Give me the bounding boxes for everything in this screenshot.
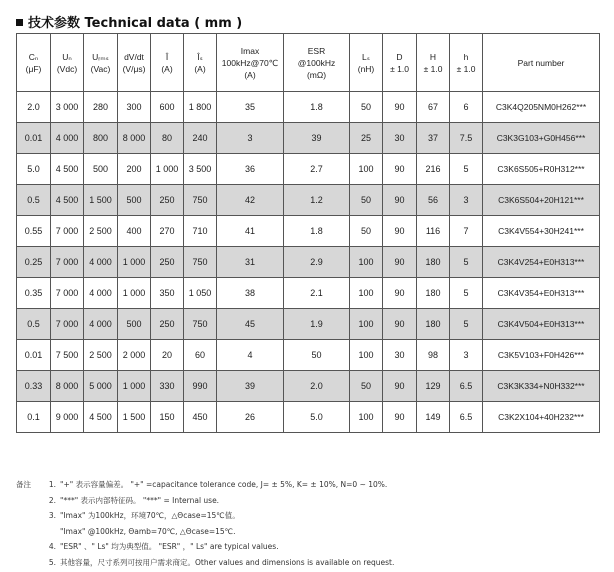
column-header-line: @100kHz xyxy=(297,57,336,68)
note-number: 5. xyxy=(48,557,56,567)
part-number-cell: C3K6S504+20H121*** xyxy=(483,185,600,216)
column-header-line: Îₛ xyxy=(197,51,203,62)
part-number-cell: C3K6S505+R0H312*** xyxy=(483,154,600,185)
table-cell: 30 xyxy=(383,123,417,154)
note-item xyxy=(16,524,394,540)
table-cell: 250 xyxy=(151,247,184,278)
table-cell: 129 xyxy=(417,371,450,402)
table-cell: 90 xyxy=(383,247,417,278)
column-header-line: Cₙ xyxy=(28,51,39,62)
column-header-line: (μF) xyxy=(25,63,42,74)
table-cell: 300 xyxy=(118,92,151,123)
column-header-line: 100kHz@70℃ xyxy=(221,57,279,68)
note-item xyxy=(16,477,394,493)
column-header-line: (A) xyxy=(194,63,206,74)
table-cell: 150 xyxy=(151,402,184,433)
table-cell: 250 xyxy=(151,185,184,216)
table-cell: 38 xyxy=(217,278,284,309)
table-cell: 2 000 xyxy=(118,340,151,371)
table-cell: 3 000 xyxy=(51,92,84,123)
table-row xyxy=(17,247,600,278)
column-header xyxy=(483,34,600,92)
table-cell: 7.5 xyxy=(450,123,483,154)
note-number: 1. xyxy=(48,480,56,489)
note-text: "***" 表示内部特征码。 "***" = Internal use. xyxy=(60,495,220,505)
column-header-line: (mΩ) xyxy=(306,69,327,80)
notes-label: 备注 xyxy=(16,480,31,489)
table-cell: 1 050 xyxy=(184,278,217,309)
table-cell: 80 xyxy=(151,123,184,154)
part-number-cell: C3K4V554+30H241*** xyxy=(483,216,600,247)
table-cell: 750 xyxy=(184,247,217,278)
table-cell: 31 xyxy=(217,247,284,278)
table-cell: 20 xyxy=(151,340,184,371)
table-cell: 4 000 xyxy=(84,247,118,278)
table-cell: 750 xyxy=(184,185,217,216)
column-header xyxy=(417,34,450,92)
table-cell: 0.01 xyxy=(17,340,51,371)
part-number-cell: C3K3G103+G0H456*** xyxy=(483,123,600,154)
table-cell: 3 xyxy=(217,123,284,154)
table-cell: 4 000 xyxy=(51,123,84,154)
table-cell: 56 xyxy=(417,185,450,216)
table-cell: 100 xyxy=(350,278,383,309)
table-cell: 0.25 xyxy=(17,247,51,278)
column-header xyxy=(118,34,151,92)
table-cell: 4 500 xyxy=(51,154,84,185)
note-text: "ESR" 、" Ls" 均为典型值。 "ESR" ，" Ls" are typical values. xyxy=(60,542,279,551)
note-text: 其他容量，尺寸系列可按用户需求商定。Other values and dimensions is available on request. xyxy=(60,557,395,567)
table-cell: 67 xyxy=(417,92,450,123)
table-cell: 500 xyxy=(118,309,151,340)
table-cell: 2.9 xyxy=(284,247,350,278)
table-cell: 1.8 xyxy=(284,92,350,123)
table-cell: 1 800 xyxy=(184,92,217,123)
table-cell: 3 xyxy=(450,340,483,371)
table-cell: 1 000 xyxy=(118,247,151,278)
table-cell: 0.1 xyxy=(17,402,51,433)
section-title xyxy=(16,12,242,31)
table-cell: 5 000 xyxy=(84,371,118,402)
table-header-row xyxy=(17,34,600,92)
table-cell: 4 500 xyxy=(51,185,84,216)
table-cell: 90 xyxy=(383,154,417,185)
table-cell: 2.0 xyxy=(17,92,51,123)
table-cell: 216 xyxy=(417,154,450,185)
note-number: 2. xyxy=(48,495,56,505)
column-header-line: ± 1.0 xyxy=(456,63,476,74)
part-number-cell: C3K4V354+E0H313*** xyxy=(483,278,600,309)
part-number-cell: C3K4V504+E0H313*** xyxy=(483,309,600,340)
table-cell: 1.9 xyxy=(284,309,350,340)
table-row xyxy=(17,154,600,185)
table-cell: 250 xyxy=(151,309,184,340)
table-cell: 600 xyxy=(151,92,184,123)
table-cell: 37 xyxy=(417,123,450,154)
table-cell: 39 xyxy=(217,371,284,402)
table-cell: 7 xyxy=(450,216,483,247)
table-cell: 2.0 xyxy=(284,371,350,402)
column-header-line: Part number xyxy=(517,57,565,68)
table-cell: 3 500 xyxy=(184,154,217,185)
table-cell: 100 xyxy=(350,154,383,185)
table-cell: 30 xyxy=(383,340,417,371)
table-cell: 4 000 xyxy=(84,309,118,340)
table-cell: 200 xyxy=(118,154,151,185)
table-cell: 8 000 xyxy=(51,371,84,402)
table-cell: 90 xyxy=(383,309,417,340)
table-cell: 90 xyxy=(383,278,417,309)
note-item xyxy=(16,539,394,555)
column-header-line: (A) xyxy=(244,69,256,80)
table-cell: 0.33 xyxy=(17,371,51,402)
note-number xyxy=(42,524,60,540)
table-cell: 1 000 xyxy=(151,154,184,185)
table-cell: 1.2 xyxy=(284,185,350,216)
table-cell: 500 xyxy=(84,154,118,185)
column-header-line: D xyxy=(396,51,403,62)
table-cell: 5 xyxy=(450,309,483,340)
table-cell: 116 xyxy=(417,216,450,247)
table-cell: 330 xyxy=(151,371,184,402)
notes-label xyxy=(16,539,42,555)
column-header-line: Uₙ xyxy=(62,51,72,62)
table-cell: 5 xyxy=(450,154,483,185)
table-cell: 7 000 xyxy=(51,309,84,340)
table-cell: 5.0 xyxy=(284,402,350,433)
table-cell: 35 xyxy=(217,92,284,123)
column-header-line: ± 1.0 xyxy=(423,63,443,74)
column-header xyxy=(84,34,118,92)
table-row xyxy=(17,92,600,123)
note-number: 4. xyxy=(48,542,56,551)
column-header-line: (Vdc) xyxy=(56,63,78,74)
table-cell: 1 000 xyxy=(118,278,151,309)
section-title-text: 技术参数 Technical data ( mm ) xyxy=(28,16,243,31)
table-cell: 7 000 xyxy=(51,278,84,309)
table-cell: 50 xyxy=(350,185,383,216)
table-cell: 2 500 xyxy=(84,340,118,371)
table-cell: 90 xyxy=(383,185,417,216)
table-cell: 45 xyxy=(217,309,284,340)
table-cell: 0.01 xyxy=(17,123,51,154)
table-cell: 9 000 xyxy=(51,402,84,433)
part-number-cell: C3K3K334+N0H332*** xyxy=(483,371,600,402)
table-cell: 0.5 xyxy=(17,185,51,216)
column-header-line: (A) xyxy=(161,63,173,74)
table-cell: 270 xyxy=(151,216,184,247)
table-cell: 41 xyxy=(217,216,284,247)
table-cell: 400 xyxy=(118,216,151,247)
column-header xyxy=(151,34,184,92)
table-cell: 50 xyxy=(284,340,350,371)
table-cell: 90 xyxy=(383,216,417,247)
column-header-line: (Vac) xyxy=(90,63,111,74)
column-header xyxy=(350,34,383,92)
table-cell: 500 xyxy=(118,185,151,216)
table-cell: 990 xyxy=(184,371,217,402)
column-header xyxy=(51,34,84,92)
column-header xyxy=(383,34,417,92)
table-cell: 180 xyxy=(417,309,450,340)
table-cell: 50 xyxy=(350,92,383,123)
table-cell: 4 xyxy=(217,340,284,371)
table-cell: 0.35 xyxy=(17,278,51,309)
table-cell: 1.8 xyxy=(284,216,350,247)
bullet-square-icon xyxy=(16,19,23,26)
column-header xyxy=(184,34,217,92)
column-header-line: Î xyxy=(165,51,169,62)
note-item xyxy=(16,493,394,509)
column-header-line: ± 1.0 xyxy=(390,63,409,74)
table-row xyxy=(17,371,600,402)
table-cell: 0.5 xyxy=(17,309,51,340)
technical-data-table xyxy=(16,33,600,433)
table-cell: 25 xyxy=(350,123,383,154)
column-header-line: (V/μs) xyxy=(122,63,146,74)
column-header-line: ESR xyxy=(307,45,326,56)
notes-label xyxy=(16,555,42,571)
table-cell: 750 xyxy=(184,309,217,340)
column-header-line: Imax xyxy=(240,45,260,56)
table-cell: 3 xyxy=(450,185,483,216)
table-cell: 6 xyxy=(450,92,483,123)
table-cell: 5 xyxy=(450,247,483,278)
notes-label xyxy=(16,524,42,540)
table-cell: 180 xyxy=(417,278,450,309)
part-number-cell: C3K4Q205NM0H262*** xyxy=(483,92,600,123)
table-cell: 42 xyxy=(217,185,284,216)
table-cell: 39 xyxy=(284,123,350,154)
table-cell: 90 xyxy=(383,92,417,123)
table-cell: 2.7 xyxy=(284,154,350,185)
table-row xyxy=(17,185,600,216)
table-cell: 50 xyxy=(350,216,383,247)
note-text: "Imax" @100kHz, Θamb=70℃, △Θcase=15℃. xyxy=(60,526,236,536)
table-cell: 280 xyxy=(84,92,118,123)
table-row xyxy=(17,216,600,247)
table-cell: 4 500 xyxy=(84,402,118,433)
table-cell: 98 xyxy=(417,340,450,371)
column-header-line: (nH) xyxy=(357,63,375,74)
table-row xyxy=(17,402,600,433)
table-cell: 100 xyxy=(350,247,383,278)
note-item xyxy=(16,555,394,571)
table-cell: 100 xyxy=(350,309,383,340)
notes-section xyxy=(16,477,394,570)
note-number: 3. xyxy=(48,511,56,520)
table-cell: 5 xyxy=(450,278,483,309)
table-cell: 50 xyxy=(350,371,383,402)
table-row xyxy=(17,309,600,340)
table-cell: 90 xyxy=(383,371,417,402)
table-cell: 180 xyxy=(417,247,450,278)
table-row xyxy=(17,340,600,371)
table-row xyxy=(17,123,600,154)
table-cell: 60 xyxy=(184,340,217,371)
table-cell: 8 000 xyxy=(118,123,151,154)
table-cell: 6.5 xyxy=(450,371,483,402)
table-cell: 710 xyxy=(184,216,217,247)
table-cell: 5.0 xyxy=(17,154,51,185)
notes-label xyxy=(16,508,42,524)
table-cell: 1 000 xyxy=(118,371,151,402)
table-cell: 100 xyxy=(350,340,383,371)
table-cell: 26 xyxy=(217,402,284,433)
table-cell: 0.55 xyxy=(17,216,51,247)
table-cell: 800 xyxy=(84,123,118,154)
note-item xyxy=(16,508,394,524)
note-text: "Imax" 为100kHz，环境70℃，△Θcase=15℃值。 xyxy=(60,511,240,520)
column-header-line: Lₛ xyxy=(362,51,370,62)
column-header-line: h xyxy=(463,51,469,62)
column-header xyxy=(217,34,284,92)
table-cell: 7 000 xyxy=(51,216,84,247)
table-cell: 7 000 xyxy=(51,247,84,278)
column-header xyxy=(284,34,350,92)
table-cell: 1 500 xyxy=(118,402,151,433)
table-cell: 7 500 xyxy=(51,340,84,371)
column-header-line: dV/dt xyxy=(124,51,144,62)
part-number-cell: C3K4V254+E0H313*** xyxy=(483,247,600,278)
table-cell: 350 xyxy=(151,278,184,309)
notes-label xyxy=(16,493,42,509)
table-cell: 240 xyxy=(184,123,217,154)
table-cell: 4 000 xyxy=(84,278,118,309)
table-cell: 450 xyxy=(184,402,217,433)
column-header xyxy=(450,34,483,92)
table-cell: 90 xyxy=(383,402,417,433)
column-header xyxy=(17,34,51,92)
table-cell: 2.1 xyxy=(284,278,350,309)
table-cell: 6.5 xyxy=(450,402,483,433)
table-cell: 100 xyxy=(350,402,383,433)
part-number-cell: C3K2X104+40H232*** xyxy=(483,402,600,433)
table-cell: 2 500 xyxy=(84,216,118,247)
table-cell: 149 xyxy=(417,402,450,433)
table-cell: 1 500 xyxy=(84,185,118,216)
column-header-line: H xyxy=(429,51,437,62)
table-row xyxy=(17,278,600,309)
part-number-cell: C3K5V103+F0H426*** xyxy=(483,340,600,371)
table-cell: 36 xyxy=(217,154,284,185)
column-header-line: Uᵣₘₛ xyxy=(92,51,109,62)
note-text: "+" 表示容量偏差。 "+" =capacitance tolerance code, J= ± 5%, K= ± 10%, N=0 ~ 10%. xyxy=(60,480,388,489)
